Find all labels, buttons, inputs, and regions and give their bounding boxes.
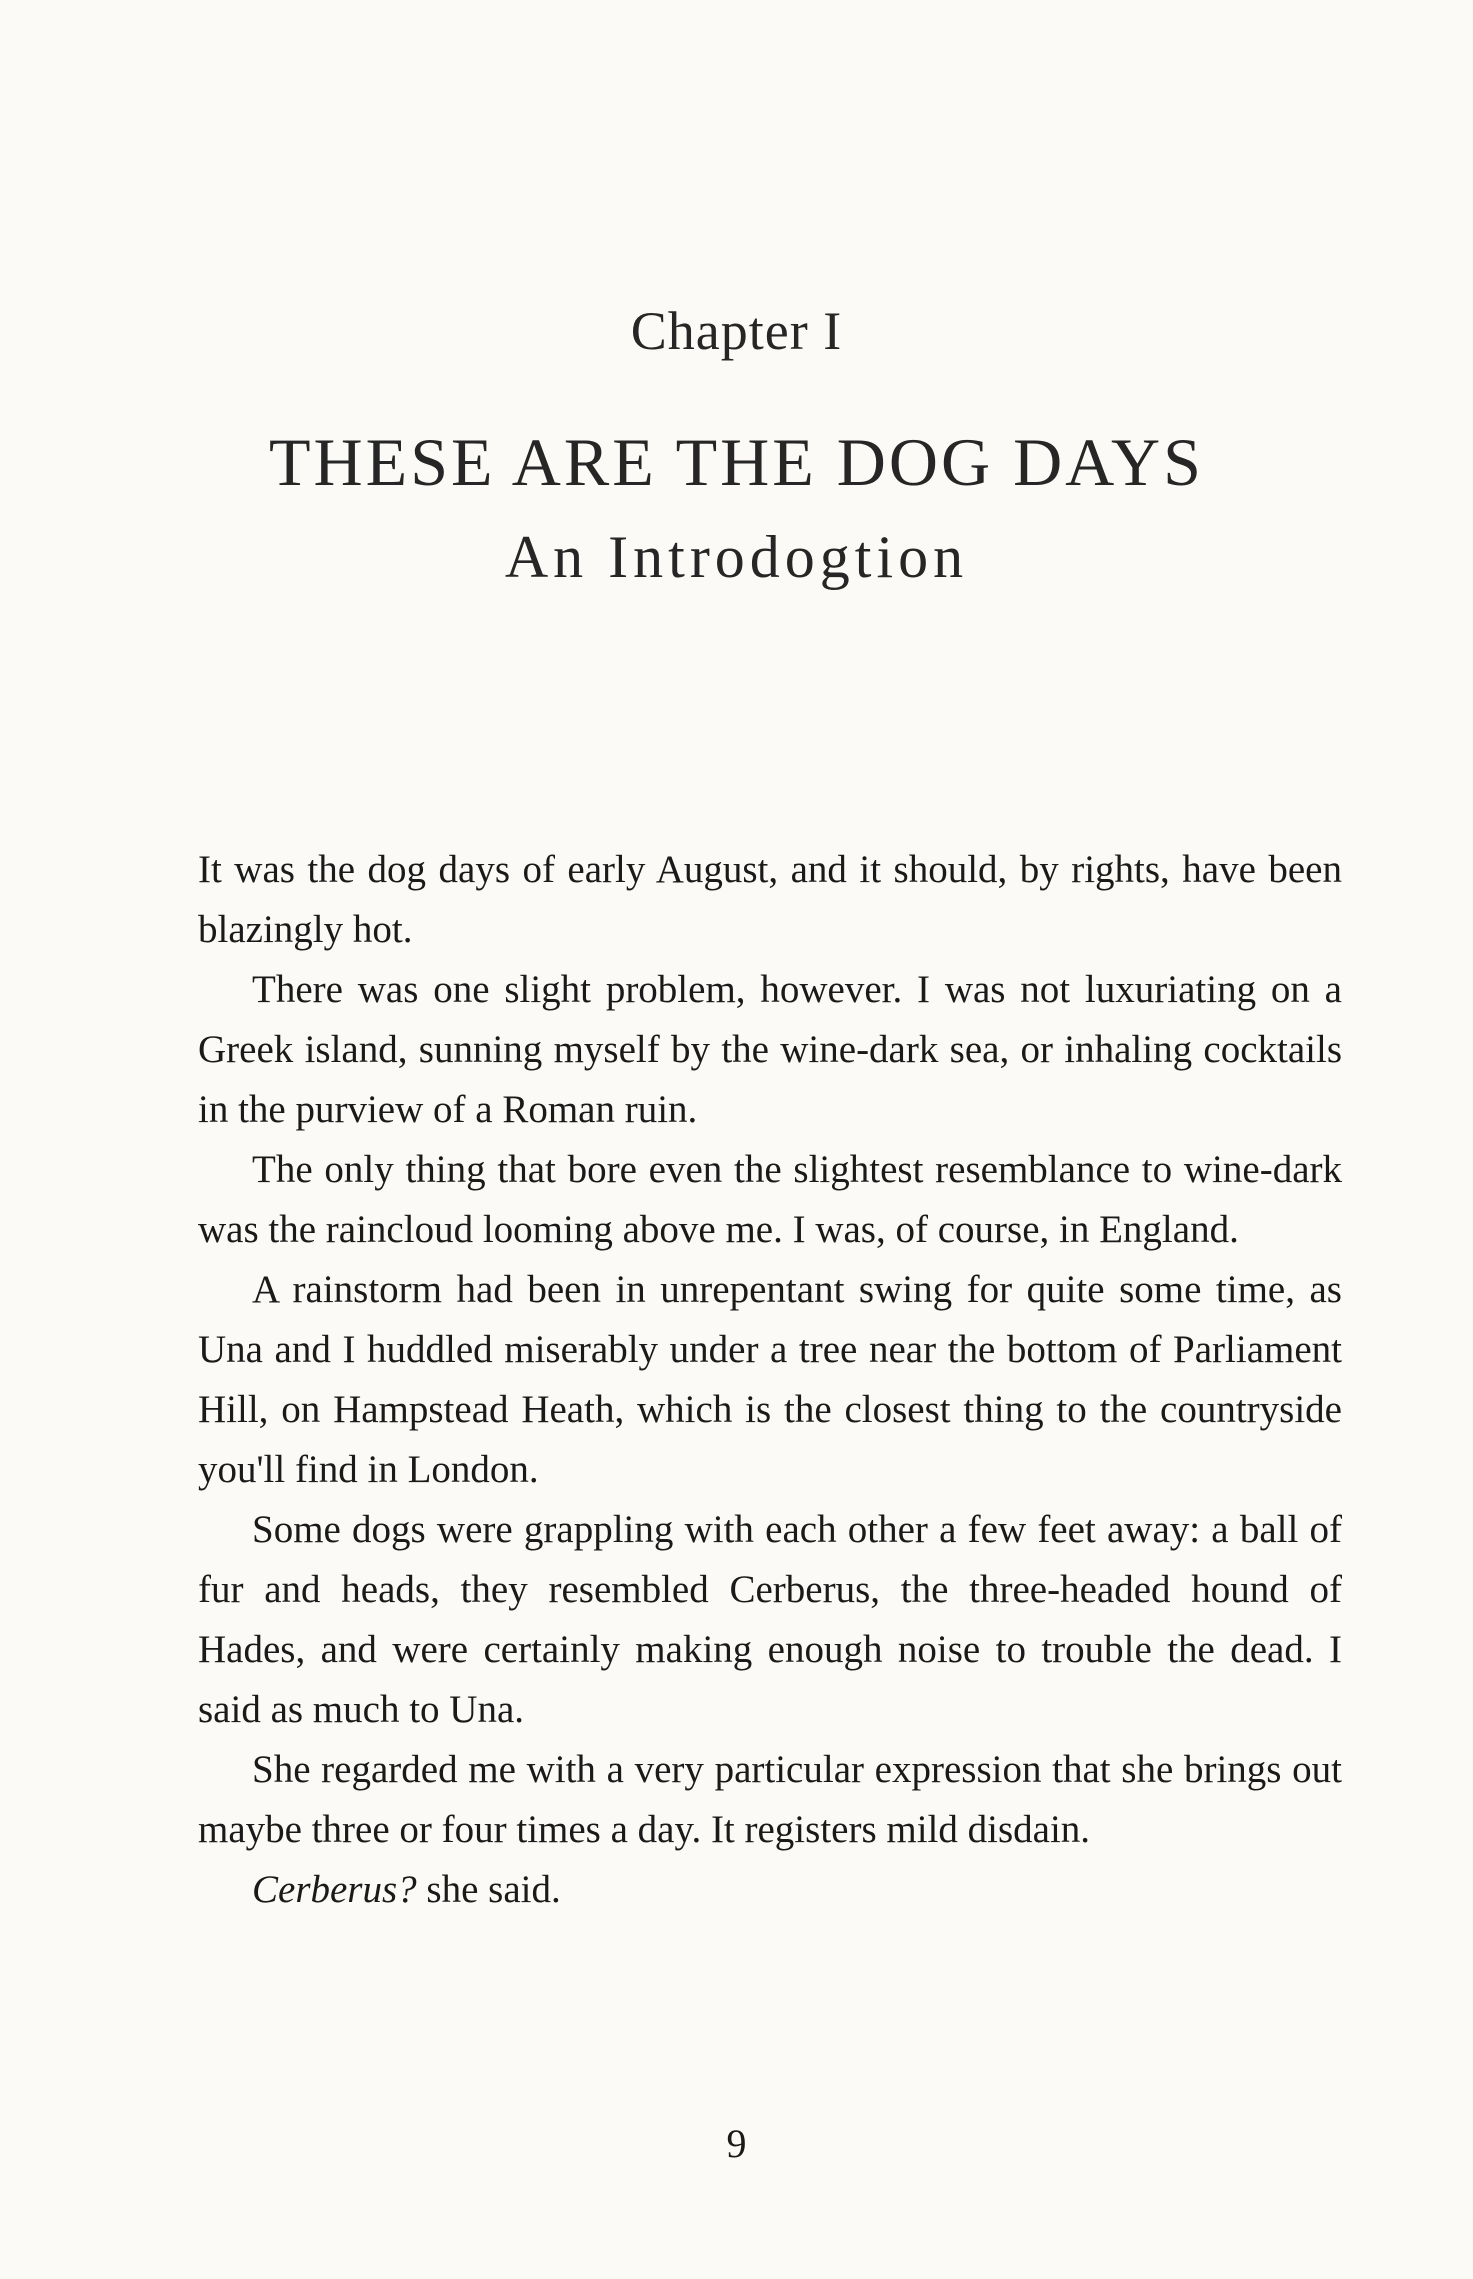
- paragraph: There was one slight problem, however. I was not luxuriating on a Greek island, sunning myself by the wine-dark sea, or inhaling cocktails in the purview of a Roman ruin.: [198, 968, 1342, 1131]
- paragraph: A rainstorm had been in unrepentant swing for quite some time, as Una and I huddled miserably under a tree near the bottom of Parliament Hill, on Hampstead Heath, which is the closest thing to the countryside you'll find in London.: [198, 1268, 1342, 1491]
- chapter-title: THESE ARE THE DOG DAYS: [269, 424, 1204, 500]
- paragraph: The only thing that bore even the slightest resemblance to wine-dark was the raincloud looming above me. I was, of course, in England.: [198, 1148, 1342, 1251]
- page-number: 9: [726, 2121, 747, 2166]
- paragraph: It was the dog days of early August, and it should, by rights, have been blazingly hot.: [198, 848, 1342, 951]
- body-text: [198, 840, 1342, 1920]
- chapter-number: Chapter I: [630, 301, 843, 361]
- dialogue-tag: she said.: [416, 1868, 561, 1911]
- paragraph: She regarded me with a very particular expression that she brings out maybe three or four times a day. It registers mild disdain.: [198, 1748, 1342, 1851]
- italic-word: Cerberus?: [252, 1868, 417, 1911]
- paragraph-dialogue: [198, 1860, 1342, 1920]
- chapter-subtitle: An Introdogtion: [504, 524, 969, 590]
- paragraph: Some dogs were grappling with each other a few feet away: a ball of fur and heads, they resembled Cerberus, the three-headed hound of Hades, and were certainly making enough noise to trouble the dead. I said as much to Una.: [198, 1508, 1342, 1731]
